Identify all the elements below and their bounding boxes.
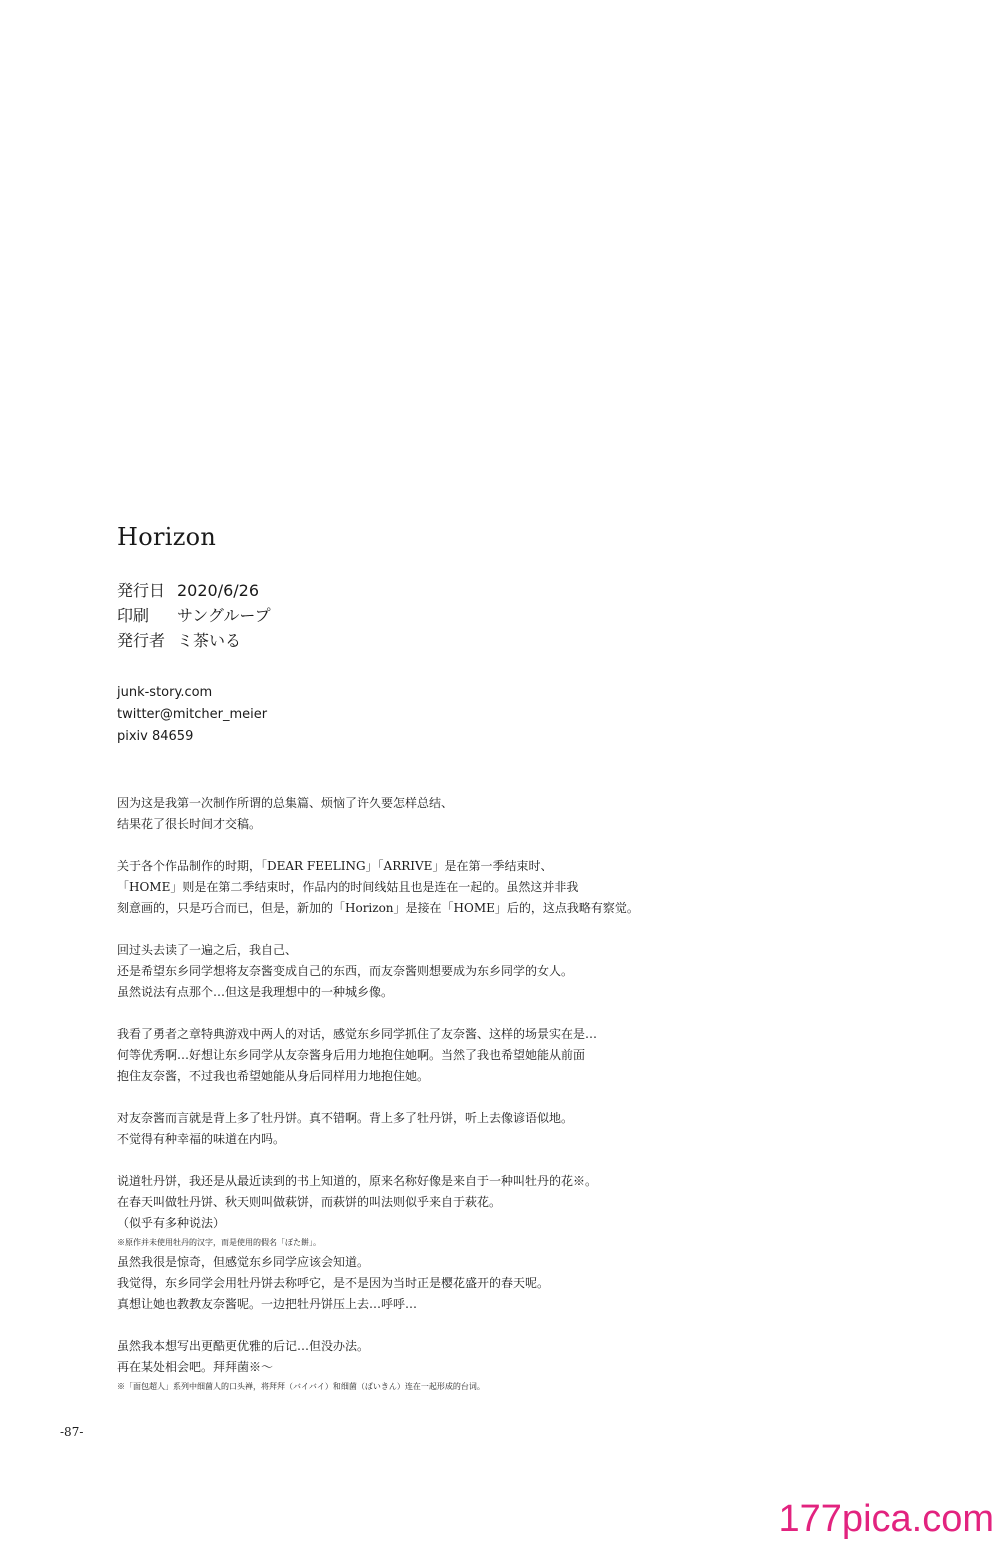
text-line: 真想让她也教教友奈酱呢。一边把牡丹饼压上去…呼呼… xyxy=(117,1297,418,1311)
text-line: 何等优秀啊…好想让东乡同学从友奈酱身后用力地抱住她啊。当然了我也希望她能从前面 xyxy=(117,1048,586,1062)
text-line: 在春天叫做牡丹饼、秋天则叫做萩饼，而萩饼的叫法则似乎来自于萩花。 xyxy=(117,1195,502,1209)
watermark: 177pica.com xyxy=(778,1498,994,1540)
colophon xyxy=(117,578,271,653)
colophon-value: 2020/6/26 xyxy=(177,581,260,600)
text-line: 虽然说法有点那个…但这是我理想中的一种城乡像。 xyxy=(117,985,394,999)
text-line: 「HOME」则是在第二季结束时，作品内的时间线姑且也是连在一起的。虽然这并非我 xyxy=(117,880,579,894)
text-line: 虽然我很是惊奇，但感觉东乡同学应该会知道。 xyxy=(117,1255,370,1269)
text-line: 对友奈酱而言就是背上多了牡丹饼。真不错啊。背上多了牡丹饼，听上去像谚语似地。 xyxy=(117,1111,574,1125)
text-line: 抱住友奈酱，不过我也希望她能从身后同样用力地抱住她。 xyxy=(117,1069,430,1083)
afterword-text xyxy=(117,793,877,1417)
pixiv-id: pixiv 84659 xyxy=(117,729,194,744)
afterword-paragraph xyxy=(117,793,877,835)
text-line: 还是希望东乡同学想将友奈酱变成自己的东西，而友奈酱则想要成为东乡同学的女人。 xyxy=(117,964,574,978)
afterword-paragraph xyxy=(117,1336,877,1396)
text-line: 刻意画的，只是巧合而已，但是，新加的「Horizon」是接在「HOME」后的，这点我略有察觉。 xyxy=(117,901,639,915)
website-link: junk-story.com xyxy=(117,685,213,700)
afterword-paragraph xyxy=(117,1024,877,1087)
twitter-handle: twitter@mitcher_meier xyxy=(117,707,268,722)
text-line: 说道牡丹饼，我还是从最近读到的书上知道的，原来名称好像是来自于一种叫牡丹的花※。 xyxy=(117,1174,598,1188)
afterword-paragraph xyxy=(117,856,877,919)
afterword-paragraph xyxy=(117,940,877,1003)
colophon-value: ミ茶いる xyxy=(177,631,242,650)
colophon-row-printer xyxy=(117,603,271,628)
colophon-label: 発行日 xyxy=(117,581,166,600)
page-title: Horizon xyxy=(117,523,217,551)
text-line: 因为这是我第一次制作所谓的总集篇、烦恼了许久要怎样总结、 xyxy=(117,796,454,810)
text-line: 我看了勇者之章特典游戏中两人的对话，感觉东乡同学抓住了友奈酱、这样的场景实在是… xyxy=(117,1027,598,1041)
footnote-line: ※「面包超人」系列中细菌人的口头禅，将拜拜（バイバイ）和细菌（ばいきん）连在一起形成的台词。 xyxy=(117,1382,485,1391)
author-links xyxy=(117,682,267,748)
afterword-paragraph xyxy=(117,1171,877,1315)
footnote-line: ※原作并未使用牡丹的汉字，而是使用的假名「ぼた餅」。 xyxy=(117,1238,321,1247)
colophon-row-date xyxy=(117,578,271,603)
text-line: 不觉得有种幸福的味道在内吗。 xyxy=(117,1132,286,1146)
text-line: 回过头去读了一遍之后，我自己、 xyxy=(117,943,298,957)
afterword-paragraph xyxy=(117,1108,877,1150)
colophon-row-publisher xyxy=(117,628,271,653)
page-number: -87- xyxy=(60,1425,84,1439)
colophon-label: 印刷 xyxy=(117,606,150,625)
text-line: 虽然我本想写出更酷更优雅的后记…但没办法。 xyxy=(117,1339,370,1353)
colophon-value: サングループ xyxy=(177,606,271,625)
text-line: 关于各个作品制作的时期，「DEAR FEELING」「ARRIVE」是在第一季结束时、 xyxy=(117,859,553,873)
text-line: （似乎有多种说法） xyxy=(117,1216,226,1230)
text-line: 再在某处相会吧。拜拜菌※～ xyxy=(117,1360,274,1374)
text-line: 我觉得，东乡同学会用牡丹饼去称呼它，是不是因为当时正是樱花盛开的春天呢。 xyxy=(117,1276,550,1290)
text-line: 结果花了很长时间才交稿。 xyxy=(117,817,262,831)
colophon-label: 発行者 xyxy=(117,631,166,650)
